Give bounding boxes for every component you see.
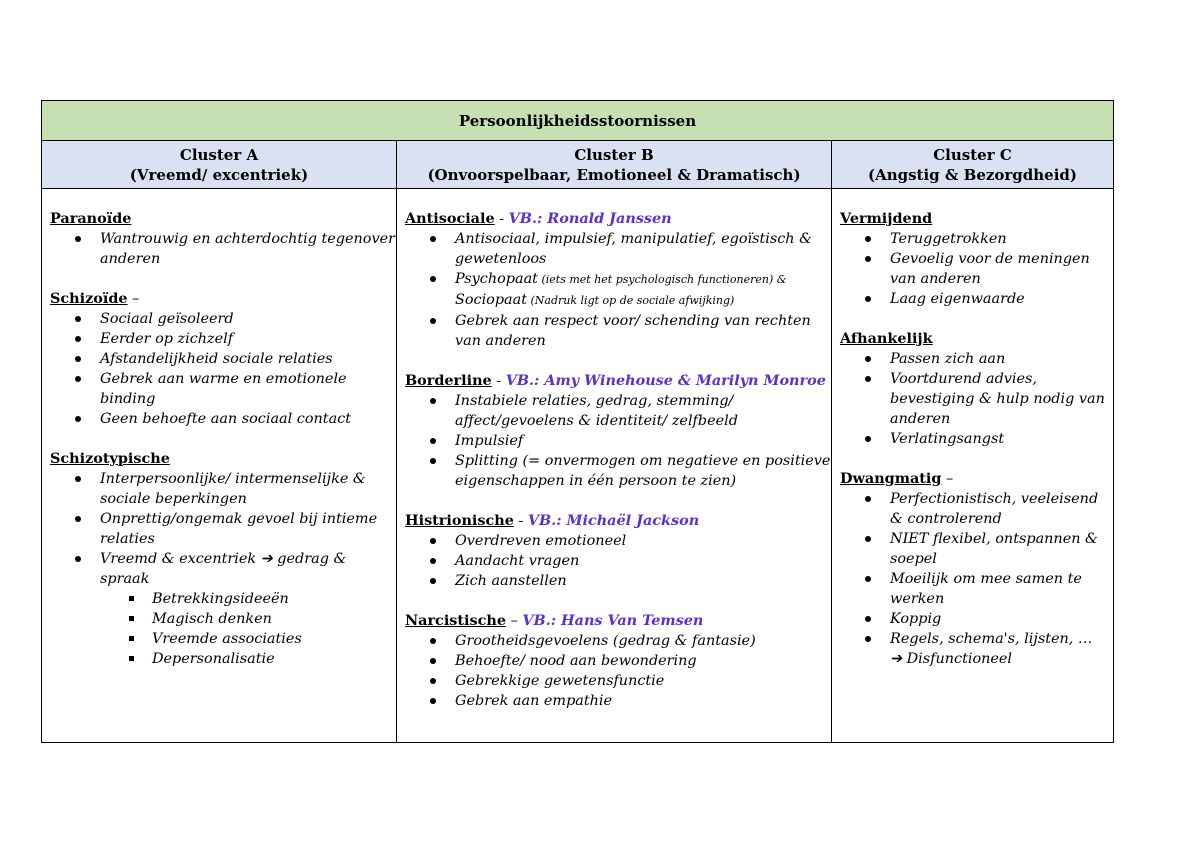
section-suffix: -	[494, 211, 509, 227]
cluster-b-content	[397, 189, 832, 743]
list-item: Teruggetrokken	[840, 229, 1113, 249]
section-list	[840, 229, 1113, 309]
section-heading	[840, 329, 1113, 349]
list-item: Geen behoefte aan sociaal contact	[50, 409, 396, 429]
list-item: Antisociaal, impulsief, manipulatief, egoïstisch & gewetenloos	[405, 229, 831, 269]
list-item: Wantrouwig en achterdochtig tegenover anderen	[50, 229, 396, 269]
section-list	[840, 489, 1113, 649]
section-title: Paranoïde	[50, 210, 132, 227]
section-suffix: -	[513, 513, 528, 529]
sub-list-item: Vreemde associaties	[50, 629, 396, 649]
list-item: Moeilijk om mee samen te werken	[840, 569, 1113, 609]
example-person: VB.: Michaël Jackson	[527, 512, 700, 529]
section-title: Schizoïde	[50, 290, 128, 307]
list-item: Koppig	[840, 609, 1113, 629]
section-list	[50, 229, 396, 269]
sociopaat-label: Sociopaat	[455, 292, 528, 308]
example-person: VB.: Ronald Janssen	[508, 210, 672, 227]
list-item	[405, 269, 831, 311]
sub-list-item: Magisch denken	[50, 609, 396, 629]
section-heading	[50, 449, 396, 469]
section-title: Vermijdend	[840, 210, 933, 227]
example-person: VB.: Hans Van Temsen	[522, 612, 704, 629]
section-paranoide	[50, 209, 396, 269]
section-antisociale	[405, 209, 831, 351]
list-item: Verlatingsangst	[840, 429, 1113, 449]
list-item: Afstandelijkheid sociale relaties	[50, 349, 396, 369]
section-heading	[405, 611, 831, 631]
section-list	[405, 391, 831, 491]
section-narcistische	[405, 611, 831, 711]
list-item: Grootheidsgevoelens (gedrag & fantasie)	[405, 631, 831, 651]
cluster-c-subtitle: (Angstig & Bezorgdheid)	[867, 165, 1078, 184]
list-item: Gebrek aan empathie	[405, 691, 831, 711]
section-histrionische	[405, 511, 831, 591]
list-item: Sociaal geïsoleerd	[50, 309, 396, 329]
section-title: Histrionische	[405, 512, 514, 529]
list-item: Laag eigenwaarde	[840, 289, 1113, 309]
list-item: Onprettig/ongemak gevoel bij intieme relaties	[50, 509, 396, 549]
section-suffix: –	[127, 291, 140, 307]
section-suffix: –	[506, 613, 523, 629]
list-item: Perfectionistisch, veeleisend & controlerend	[840, 489, 1113, 529]
list-item: Behoefte/ nood aan bewondering	[405, 651, 831, 671]
section-schizotypische	[50, 449, 396, 669]
cluster-a-name: Cluster A	[179, 145, 259, 164]
section-suffix: -	[491, 373, 506, 389]
list-item: Voortdurend advies, bevestiging & hulp nodig van anderen	[840, 369, 1113, 429]
list-item: Gevoelig voor de meningen van anderen	[840, 249, 1113, 289]
section-list	[405, 229, 831, 351]
list-item: Eerder op zichzelf	[50, 329, 396, 349]
section-title: Borderline	[405, 372, 492, 389]
list-item: Zich aanstellen	[405, 571, 831, 591]
list-item: Instabiele relaties, gedrag, stemming/ affect/gevoelens & identiteit/ zelfbeeld	[405, 391, 831, 431]
cluster-a-header	[42, 141, 397, 189]
section-borderline	[405, 371, 831, 491]
list-item: Impulsief	[405, 431, 831, 451]
section-afhankelijk	[840, 329, 1113, 449]
section-list	[50, 309, 396, 429]
cluster-b-subtitle: (Onvoorspelbaar, Emotioneel & Dramatisch)	[427, 165, 801, 184]
sub-list	[50, 589, 396, 669]
cluster-c-name: Cluster C	[933, 145, 1012, 164]
section-list	[840, 349, 1113, 449]
sub-list-item: Betrekkingsideeën	[50, 589, 396, 609]
list-item: Splitting (= onvermogen om negatieve en positieve eigenschappen in één persoon te zien)	[405, 451, 831, 491]
psychopaat-note: (iets met het psychologisch functioneren) &	[537, 273, 787, 286]
list-item: Regels, schema's, lijsten, …	[840, 629, 1113, 649]
section-title: Antisociale	[405, 210, 495, 227]
cluster-c-content	[832, 189, 1114, 743]
section-heading	[50, 209, 396, 229]
section-schizoide	[50, 289, 396, 429]
sociopaat-note: (Nadruk ligt op de sociale afwijking)	[527, 294, 735, 307]
example-person: VB.: Amy Winehouse & Marilyn Monroe	[505, 372, 826, 389]
cluster-a-subtitle: (Vreemd/ excentriek)	[129, 165, 309, 184]
list-item: Gebrekkige gewetensfunctie	[405, 671, 831, 691]
section-vermijdend	[840, 209, 1113, 309]
section-heading	[840, 469, 1113, 489]
list-item: Interpersoonlijke/ intermenselijke & sociale beperkingen	[50, 469, 396, 509]
list-item: Passen zich aan	[840, 349, 1113, 369]
section-heading	[405, 209, 831, 229]
table-title: Persoonlijkheidsstoornissen	[42, 101, 1114, 141]
list-item: Gebrek aan warme en emotionele binding	[50, 369, 396, 409]
cluster-c-header	[832, 141, 1114, 189]
conclusion-line: ➔ Disfunctioneel	[890, 651, 1013, 667]
section-title: Schizotypische	[50, 450, 170, 467]
cluster-b-name: Cluster B	[574, 145, 654, 164]
section-title: Narcistische	[405, 612, 506, 629]
section-heading	[50, 289, 396, 309]
section-list	[405, 531, 831, 591]
list-item: Aandacht vragen	[405, 551, 831, 571]
cluster-b-header	[397, 141, 832, 189]
sub-list-item: Depersonalisatie	[50, 649, 396, 669]
section-title: Dwangmatig	[840, 470, 942, 487]
list-item: NIET flexibel, ontspannen & soepel	[840, 529, 1113, 569]
psychopaat-label: Psychopaat	[455, 271, 538, 287]
section-suffix: –	[941, 471, 954, 487]
section-heading	[840, 209, 1113, 229]
section-title: Afhankelijk	[840, 330, 933, 347]
section-heading	[405, 371, 831, 391]
section-heading	[405, 511, 831, 531]
section-list	[50, 469, 396, 589]
list-item: Gebrek aan respect voor/ schending van rechten van anderen	[405, 311, 831, 351]
section-list	[405, 631, 831, 711]
list-item: Overdreven emotioneel	[405, 531, 831, 551]
list-item: Vreemd & excentriek ➔ gedrag & spraak	[50, 549, 396, 589]
cluster-a-content	[42, 189, 397, 743]
section-dwangmatig	[840, 469, 1113, 669]
personality-disorders-table	[41, 100, 1114, 743]
